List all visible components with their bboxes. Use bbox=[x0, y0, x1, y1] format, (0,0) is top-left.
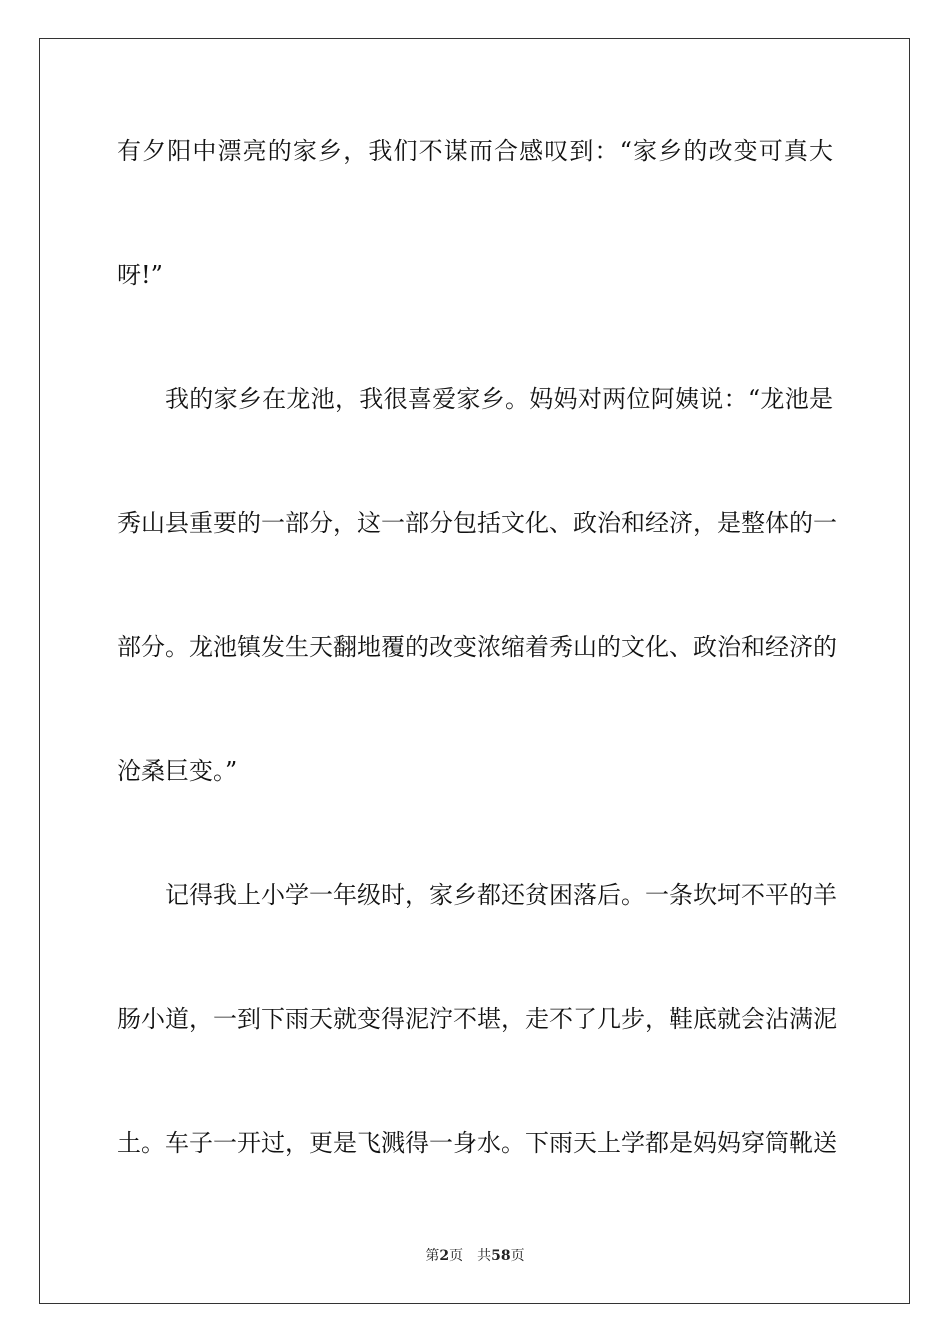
text-line-3: 我的家乡在龙池，我很喜爱家乡。妈妈对两位阿姨说：“龙池是 bbox=[165, 385, 833, 413]
text-line-8: 肠小道，一到下雨天就变得泥泞不堪，走不了几步，鞋底就会沾满泥 bbox=[117, 1005, 837, 1033]
page-frame bbox=[39, 38, 910, 1304]
text-line-5: 部分。龙池镇发生天翻地覆的改变浓缩着秀山的文化、政治和经济的 bbox=[117, 633, 837, 661]
total-pages: 58 bbox=[491, 1248, 511, 1264]
text-line-6: 沧桑巨变。” bbox=[117, 757, 238, 785]
text-line-1: 有夕阳中漂亮的家乡，我们不谋而合感叹到：“家乡的改变可真大 bbox=[117, 137, 833, 165]
page-suffix: 页 bbox=[449, 1248, 464, 1264]
total-prefix: 共 bbox=[477, 1248, 492, 1264]
page-number: 2 bbox=[439, 1248, 450, 1264]
page-footer bbox=[0, 1247, 950, 1265]
text-line-4: 秀山县重要的一部分，这一部分包括文化、政治和经济，是整体的一 bbox=[117, 509, 837, 537]
text-line-9: 土。车子一开过，更是飞溅得一身水。下雨天上学都是妈妈穿筒靴送 bbox=[117, 1129, 837, 1157]
total-suffix: 页 bbox=[510, 1248, 525, 1264]
page-prefix: 第 bbox=[425, 1248, 440, 1264]
text-line-2: 呀!” bbox=[117, 261, 163, 289]
text-line-7: 记得我上小学一年级时，家乡都还贫困落后。一条坎坷不平的羊 bbox=[165, 881, 837, 909]
